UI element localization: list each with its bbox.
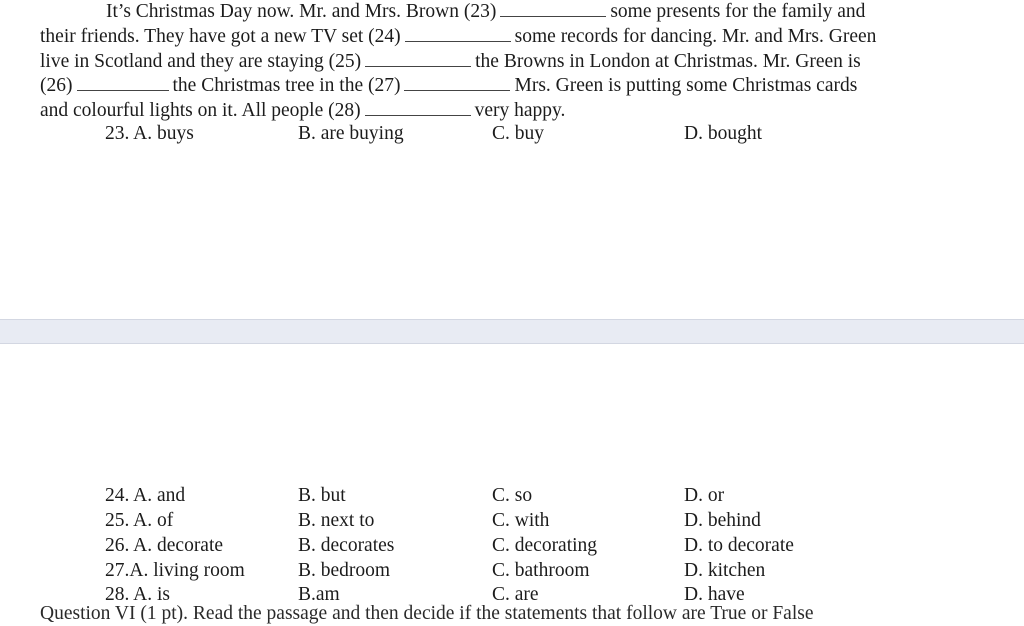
q26-option-a: 26. A. decorate bbox=[105, 535, 224, 556]
q28-option-a: 28. A. is bbox=[105, 584, 171, 605]
passage-line-2 bbox=[40, 25, 970, 50]
q23-option-b: B. are buying bbox=[298, 123, 404, 144]
q23-option-a: 23. A. buys bbox=[105, 123, 194, 144]
q26-option-d: D. to decorate bbox=[684, 535, 794, 556]
passage-line-1 bbox=[40, 0, 970, 25]
passage-text: the Christmas tree in the (27) bbox=[172, 75, 401, 97]
passage-text: some presents for the family and bbox=[610, 1, 866, 22]
passage-text: It’s Christmas Day now. Mr. and Mrs. Brown (23) bbox=[106, 1, 497, 22]
blank-28 bbox=[365, 99, 471, 116]
q27-option-a: 27.A. living room bbox=[105, 560, 245, 581]
passage-text: live in Scotland and they are staying (25) bbox=[40, 50, 362, 72]
passage-text: the Browns in London at Christmas. Mr. Green is bbox=[475, 50, 861, 72]
passage-line-4 bbox=[40, 74, 970, 99]
q23-option-d: D. bought bbox=[684, 123, 762, 144]
q28-option-c: C. are bbox=[492, 584, 539, 605]
q28-option-d: D. have bbox=[684, 584, 745, 605]
q28-option-b: B.am bbox=[298, 584, 340, 605]
q27-option-b: B. bedroom bbox=[298, 560, 391, 581]
q25-option-b: B. next to bbox=[298, 510, 375, 531]
q24-option-b: B. but bbox=[298, 485, 346, 506]
q24-option-a: 24. A. and bbox=[105, 485, 186, 506]
q26-option-b: B. decorates bbox=[298, 535, 395, 556]
next-section-text: Question VI (1 pt). Read the passage and then decide if the statements that follow are True or False bbox=[40, 603, 814, 624]
q23-option-c: C. buy bbox=[492, 123, 545, 144]
next-section-heading-cut bbox=[0, 603, 1024, 624]
blank-24 bbox=[405, 25, 511, 42]
passage-line-3 bbox=[40, 50, 970, 75]
q25-option-c: C. with bbox=[492, 510, 550, 531]
passage-text: Mrs. Green is putting some Christmas cards bbox=[514, 75, 858, 97]
q25-option-a: 25. A. of bbox=[105, 510, 174, 531]
passage-text: their friends. They have got a new TV set (24) bbox=[40, 25, 401, 47]
blank-26 bbox=[77, 74, 169, 91]
q27-option-d: D. kitchen bbox=[684, 560, 766, 581]
q24-option-c: C. so bbox=[492, 485, 533, 506]
passage bbox=[40, 0, 970, 124]
passage-text: (26) bbox=[40, 75, 73, 97]
passage-text: very happy. bbox=[474, 100, 566, 122]
blank-23 bbox=[500, 0, 606, 17]
page-divider bbox=[0, 319, 1024, 344]
blank-27 bbox=[404, 74, 510, 91]
passage-line-5 bbox=[40, 99, 970, 124]
q27-option-c: C. bathroom bbox=[492, 560, 590, 581]
passage-text: some records for dancing. Mr. and Mrs. Green bbox=[514, 25, 877, 47]
blank-25 bbox=[365, 50, 471, 67]
q24-option-d: D. or bbox=[684, 485, 725, 506]
passage-text: and colourful lights on it. All people (28) bbox=[40, 100, 361, 122]
q26-option-c: C. decorating bbox=[492, 535, 598, 556]
q25-option-d: D. behind bbox=[684, 510, 761, 531]
